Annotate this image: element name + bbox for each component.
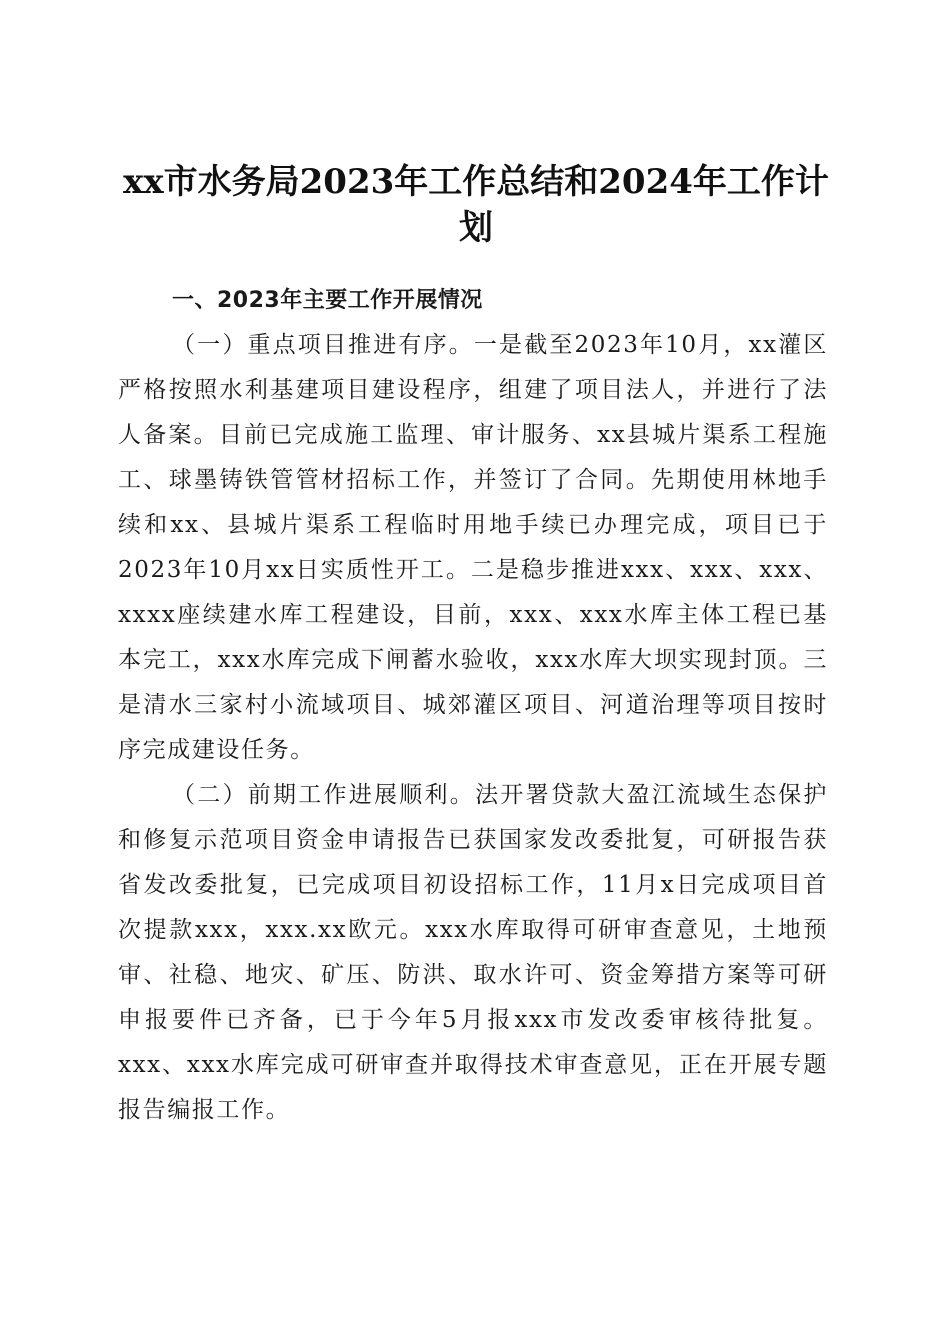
section-heading: 一、2023年主要工作开展情况 bbox=[172, 288, 483, 313]
document-body bbox=[118, 278, 828, 1133]
paragraph-preliminary-work: （二）前期工作进展顺利。法开署贷款大盈江流域生态保护和修复示范项目资金申请报告已获国家发改委批复，可研报告获省发改委批复，已完成项目初设招标工作，11月x日完成项目首次提款xxx，xxx.xx欧元。xxx水库取得可研审查意见，土地预审、社稳、地灾、矿压、防洪、取水许可、资金筹措方案等可研申报要件已齐备，已于今年5月报xxx市发改委审核待批复。xxx、xxx水库完成可研审查并取得技术审查意见，正在开展专题报告编报工作。 bbox=[118, 782, 828, 1123]
document-title: xx市水务局2023年工作总结和2024年工作计划 bbox=[123, 161, 829, 248]
paragraph-key-projects: （一）重点项目推进有序。一是截至2023年10月，xx灌区严格按照水利基建项目建设程序，组建了项目法人，并进行了法人备案。目前已完成施工监理、审计服务、xx县城片渠系工程施工、球墨铸铁管管材招标工作，并签订了合同。先期使用林地手续和xx、县城片渠系工程临时用地手续已办理完成，项目已于2023年10月xx日实质性开工。二是稳步推进xxx、xxx、xxx、xxxx座续建水库工程建设，目前，xxx、xxx水库主体工程已基本完工，xxx水库完成下闸蓄水验收，xxx水库大坝实现封顶。三是清水三家村小流域项目、城郊灌区项目、河道治理等项目按时序完成建设任务。 bbox=[118, 332, 828, 763]
